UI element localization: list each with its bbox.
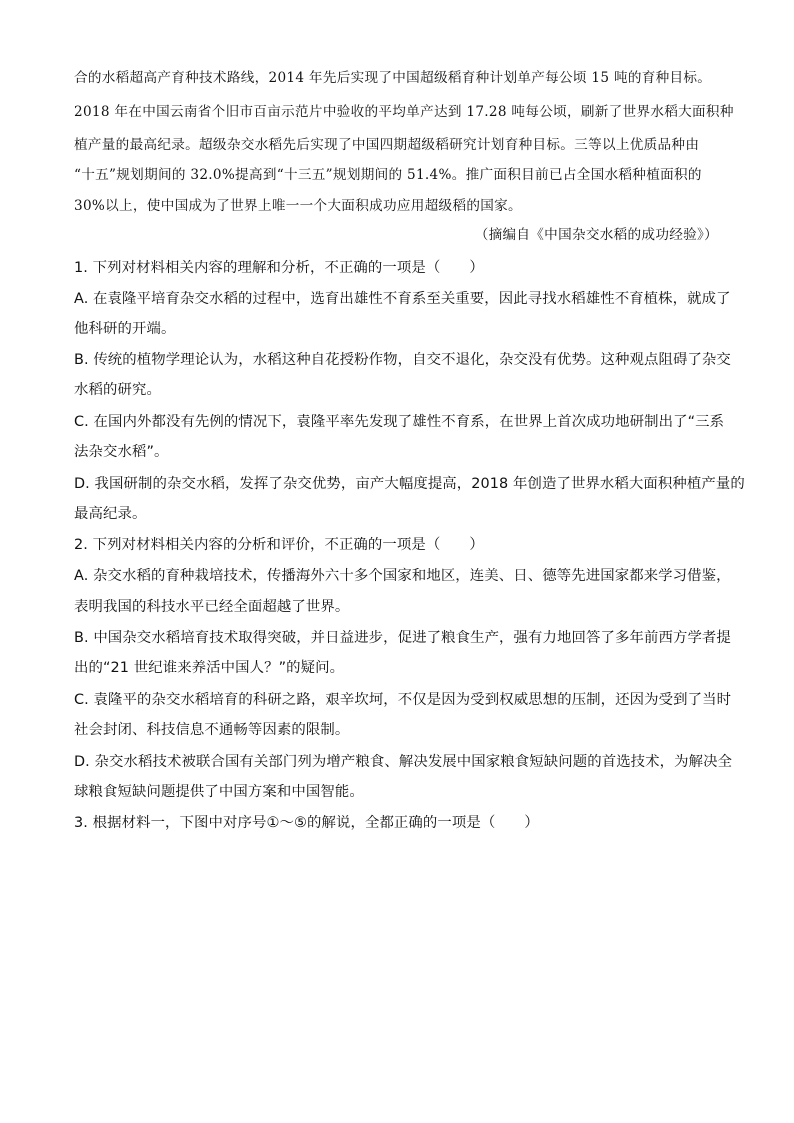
option-c-line: 社会封闭、科技信息不通畅等因素的限制。 — [74, 722, 350, 738]
passage-line: 30%以上，使中国成为了世界上唯一一个大面积成功应用超级稻的国家。 — [74, 198, 522, 214]
question-stem: 1. 下列对材料相关内容的理解和分析，不正确的一项是（ ） — [74, 260, 484, 276]
passage-line: 合的水稻超高产育种技术路线，2014 年先后实现了中国超级稻育种计划单产每公顷 15 吨的育种目标。 — [74, 70, 712, 86]
option-b-line: B. 传统的植物学理论认为，水稻这种自花授粉作物，自交不退化，杂交没有优势。这种观点阻碍了杂交 — [74, 352, 731, 368]
option-a-line: A. 在袁隆平培育杂交水稻的过程中，选育出雄性不育系至关重要，因此寻找水稻雄性不育植株，就成了 — [74, 291, 731, 307]
question-stem: 2. 下列对材料相关内容的分析和评价，不正确的一项是（ ） — [74, 537, 484, 553]
option-d-line: D. 我国研制的杂交水稻，发挥了杂交优势，亩产大幅度提高，2018 年创造了世界水稻大面积种植产量的 — [74, 476, 745, 492]
passage-source: （摘编自《中国杂交水稻的成功经验》） — [474, 227, 718, 243]
option-a-line: A. 杂交水稻的育种栽培技术，传播海外六十多个国家和地区，连美、日、德等先进国家都来学习借鉴， — [74, 568, 731, 584]
option-d-line: 最高纪录。 — [74, 506, 147, 522]
passage-line: 2018 年在中国云南省个旧市百亩示范片中验收的平均单产达到 17.28 吨每公顷，刷新了世界水稻大面积种 — [74, 104, 734, 120]
question-stem: 3. 根据材料一，下图中对序号①～⑤的解说，全都正确的一项是（ ） — [74, 815, 539, 831]
option-c-line: C. 在国内外都没有先例的情况下，袁隆平率先发现了雄性不育系，在世界上首次成功地研制出了“三系 — [74, 414, 725, 430]
option-d-line: D. 杂交水稻技术被联合国有关部门列为增产粮食、解决发展中国家粮食短缺问题的首选技术，为解决全 — [74, 754, 733, 770]
passage-line: “十五”规划期间的 32.0%提高到“十三五”规划期间的 51.4%。推广面积目前已占全国水稻种植面积的 — [74, 167, 702, 183]
option-d-line: 球粮食短缺问题提供了中国方案和中国智能。 — [74, 784, 364, 800]
option-b-line: 出的“21 世纪谁来养活中国人？”的疑问。 — [74, 660, 345, 676]
option-c-line: C. 袁隆平的杂交水稻培育的科研之路，艰辛坎坷，不仅是因为受到权威思想的压制，还因为受到了当时 — [74, 692, 732, 708]
passage-line: 植产量的最高纪录。超级杂交水稻先后实现了中国四期超级稻研究计划育种目标。三等以上优质品种由 — [74, 137, 700, 153]
option-b-line: 水稻的研究。 — [74, 382, 161, 398]
option-a-line: 他科研的开端。 — [74, 321, 176, 337]
option-a-line: 表明我国的科技水平已经全面超越了世界。 — [74, 599, 350, 615]
option-c-line: 法杂交水稻”。 — [74, 444, 169, 460]
option-b-line: B. 中国杂交水稻培育技术取得突破，并日益进步，促进了粮食生产，强有力地回答了多年前西方学者提 — [74, 630, 731, 646]
